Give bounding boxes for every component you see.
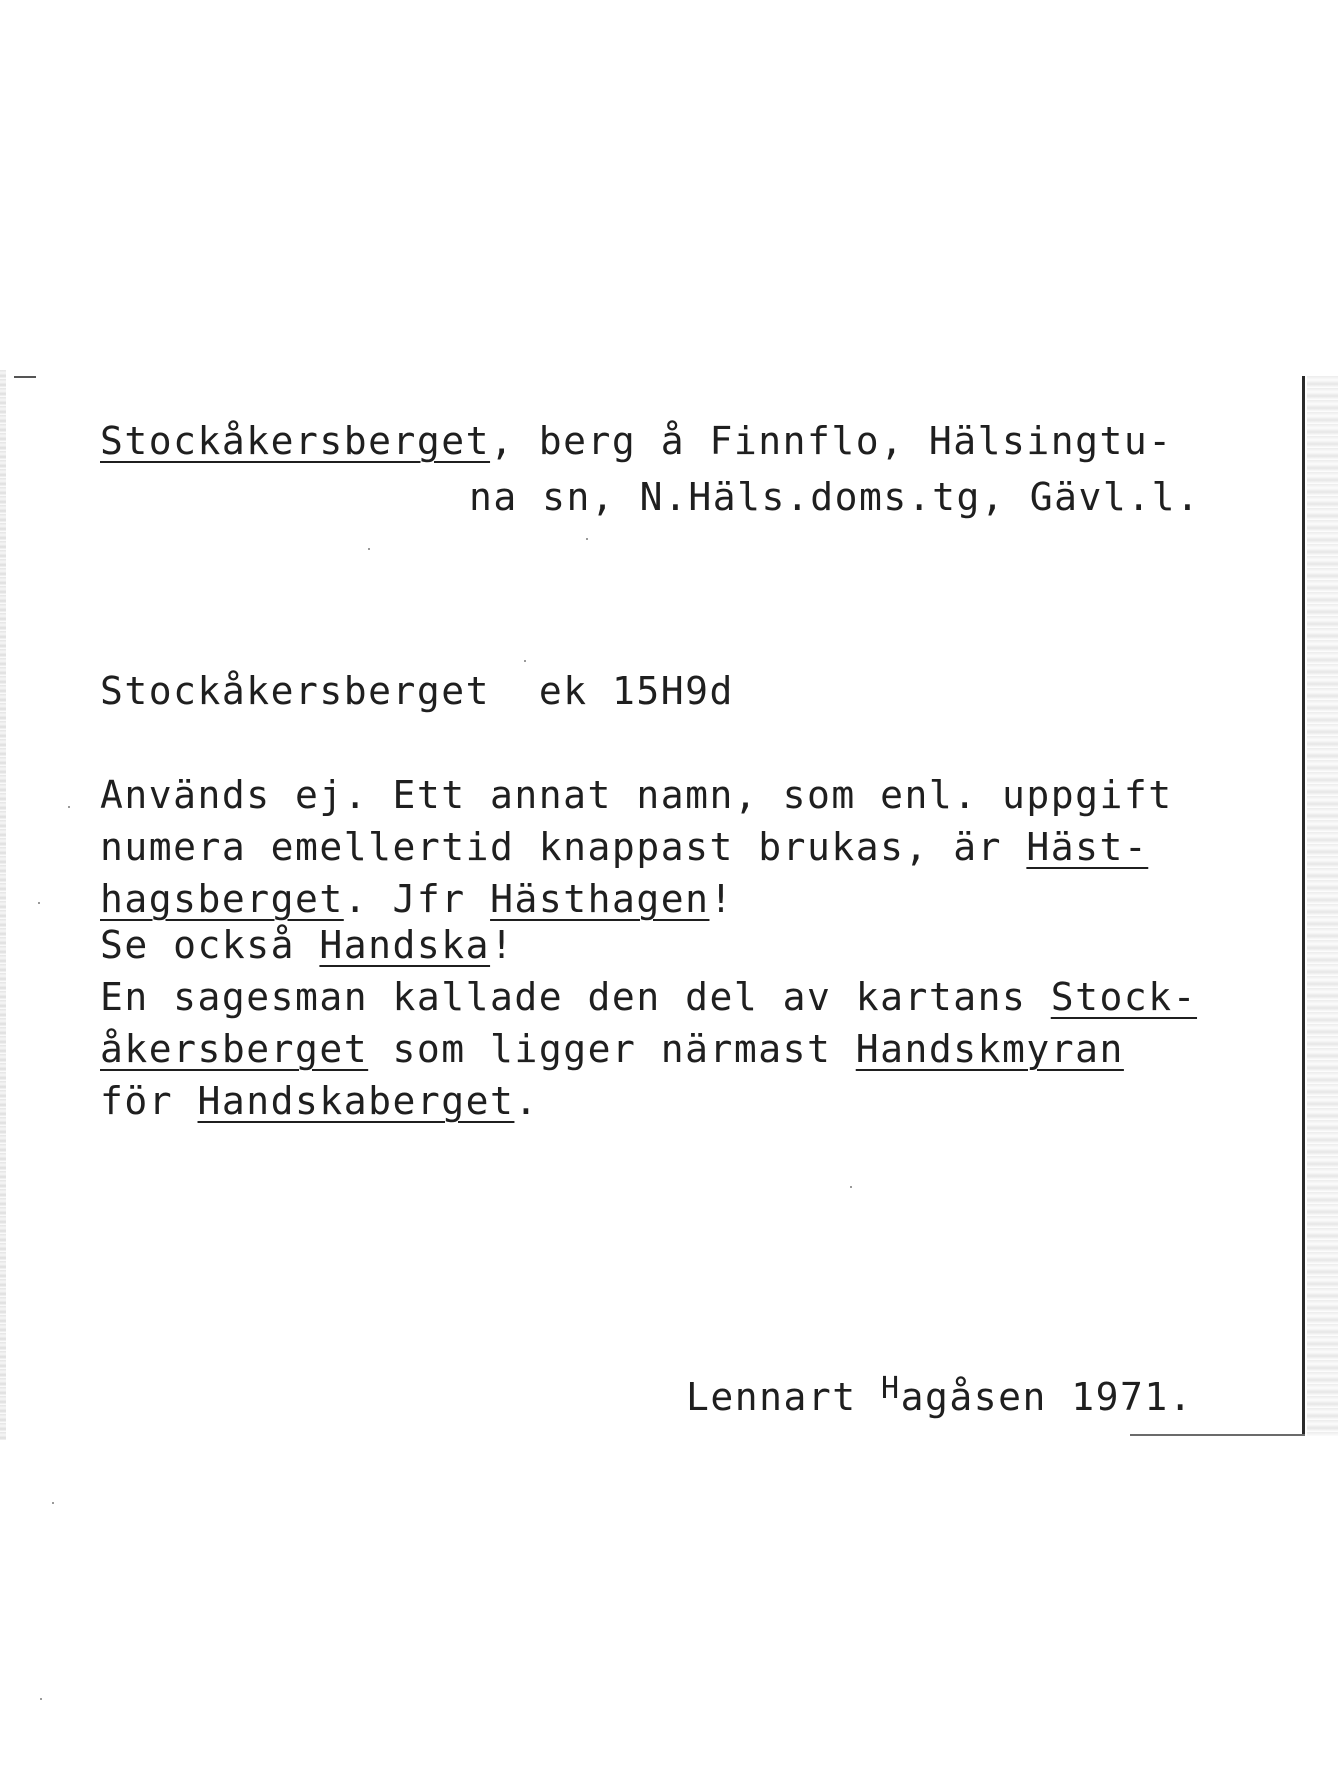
body-line-5 (100, 974, 1197, 1020)
cross-ref-hasthagen: Hästhagen (490, 877, 710, 921)
cross-ref-hagsberget: hagsberget (100, 877, 344, 921)
body-line-2-text: numera emellertid knappast brukas, är (100, 825, 1027, 869)
speck (850, 1186, 852, 1188)
cross-ref-handska: Handska (319, 923, 491, 967)
body-line-5-text: En sagesman kallade den del av kartans (100, 975, 1051, 1019)
headword: Stockåkersberget (100, 419, 491, 463)
reference-line (100, 668, 734, 714)
header-line-1-rest: , berg å Finnflo, Hälsingtu- (490, 419, 1173, 463)
speck (586, 538, 588, 540)
body-line-7-end: . (514, 1079, 539, 1123)
body-line-1: Används ej. Ett annat namn, som enl. uppgift (100, 773, 1173, 817)
reference-name: Stockåkersberget (100, 669, 491, 713)
header-line-2: na sn, N.Häls.doms.tg, Gävl.l. (469, 475, 1201, 519)
body-line-3 (100, 876, 734, 922)
speck (38, 902, 40, 904)
speck (524, 660, 526, 662)
body-line-3-text: . Jfr (343, 877, 491, 921)
body-line-4 (100, 922, 514, 968)
body-line-4-end: ! (490, 923, 515, 967)
header-line-1 (100, 418, 1173, 464)
cross-ref-handskaberget: Handskaberget (197, 1079, 515, 1123)
body-line-7 (100, 1078, 539, 1124)
signature (686, 1366, 1193, 1420)
map-reference: ek 15H9d (538, 669, 734, 713)
speck (40, 1698, 42, 1700)
signature-rest: agåsen 1971. (900, 1375, 1194, 1419)
card-border-right (1302, 376, 1305, 1436)
signature-first-name: Lennart (686, 1375, 882, 1419)
cross-ref-hast: Häst- (1026, 825, 1149, 869)
scan-edge-left (0, 370, 6, 1440)
body-line-4-text: Se också (100, 923, 320, 967)
scan-edge-right (1307, 376, 1338, 1436)
cross-ref-akersberget: åkersberget (100, 1027, 369, 1071)
signature-initial: H (881, 1371, 901, 1406)
body-line-6-text: som ligger närmast (368, 1027, 856, 1071)
speck (52, 1502, 54, 1504)
speck (368, 548, 370, 550)
speck (68, 806, 70, 808)
cross-ref-handskmyran: Handskmyran (855, 1027, 1124, 1071)
body-line-7-text: för (100, 1079, 198, 1123)
left-tick-mark (14, 376, 36, 378)
body-line-2 (100, 824, 1148, 870)
card-border-bottom (1130, 1434, 1305, 1436)
body-line-6 (100, 1026, 1124, 1072)
cross-ref-stock: Stock- (1050, 975, 1198, 1019)
body-line-3-end: ! (709, 877, 734, 921)
